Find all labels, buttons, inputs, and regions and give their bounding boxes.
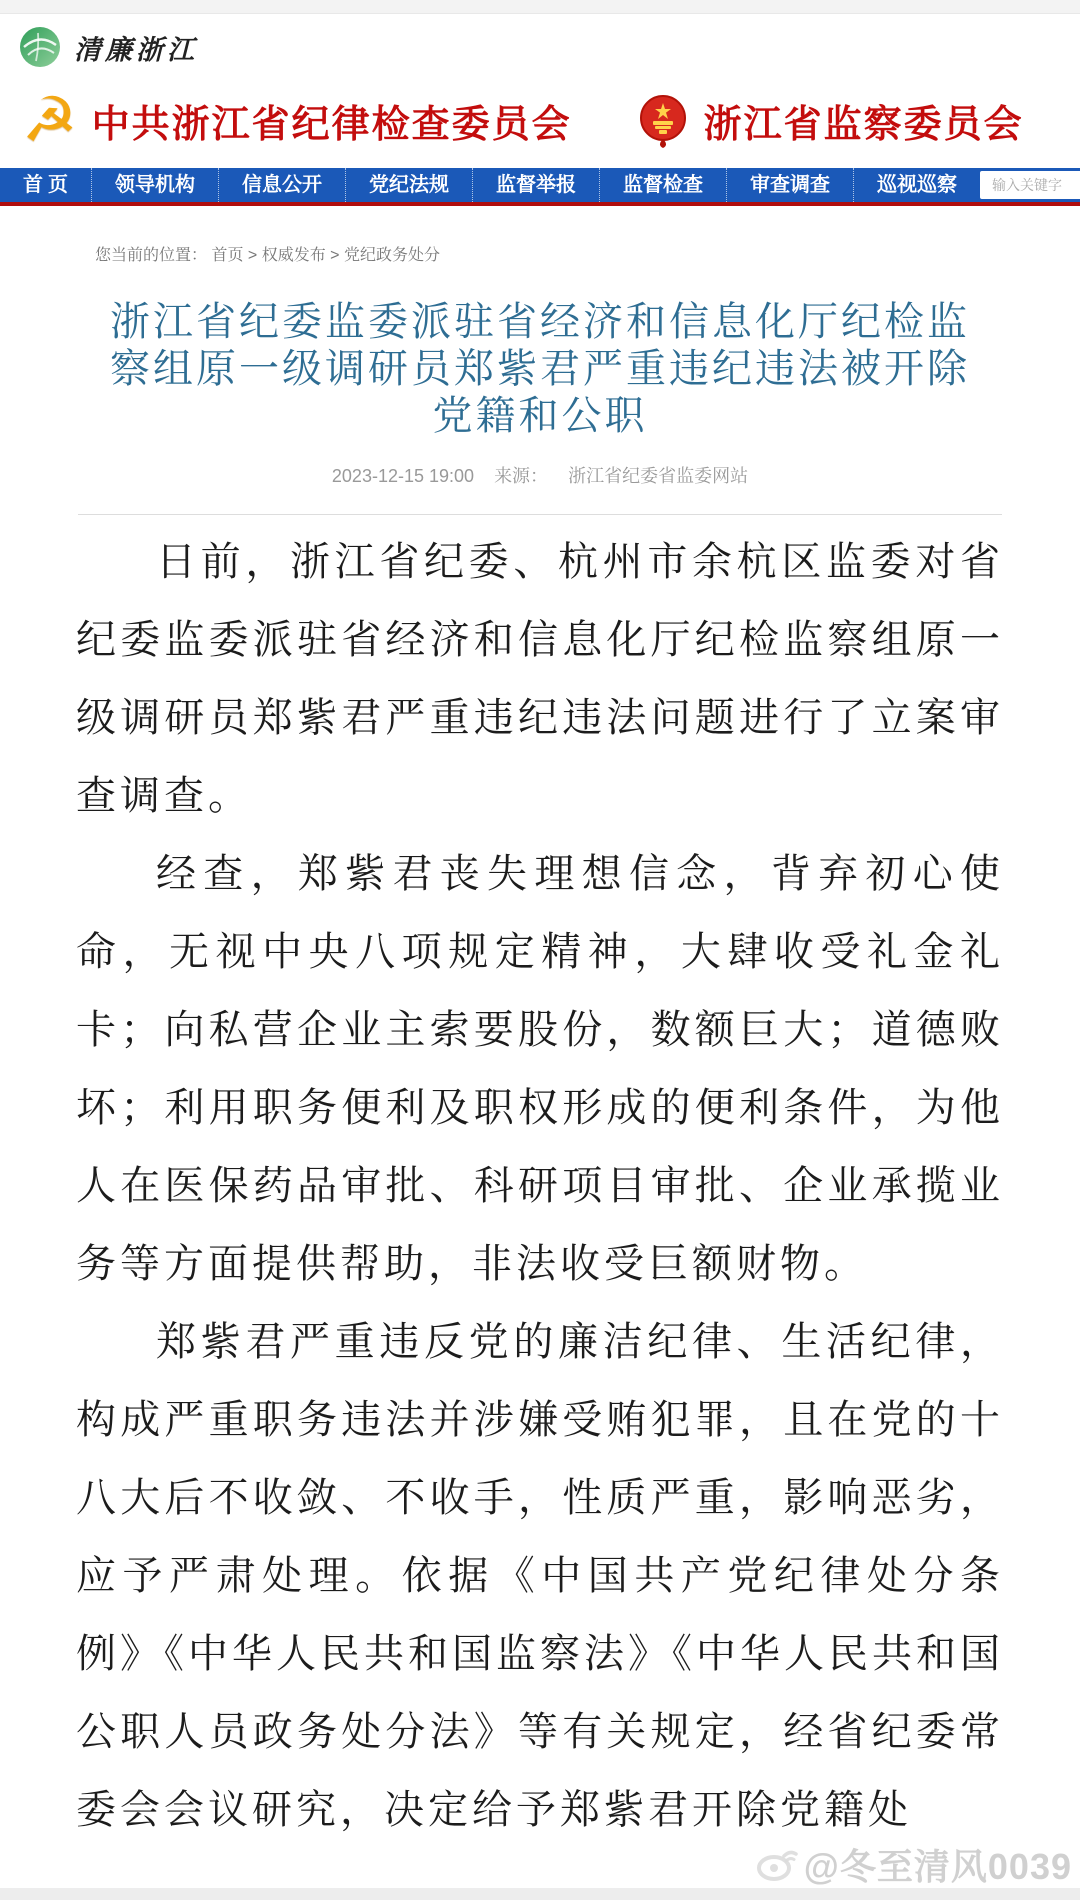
- article-meta: [0, 462, 1080, 488]
- article-paragraph: 郑紫君严重违反党的廉洁纪律、生活纪律，构成严重职务违法并涉嫌受贿犯罪，且在党的十八大后不收敛、不收手，性质严重，影响恶劣，应予严肃处理。依据《中国共产党纪律处分条例》《中华人民共和国监察法》《中华人民共和国公职人员政务处分法》等有关规定，经省纪委常委会会议研究，决定给予郑紫君开除党籍处: [76, 1320, 1004, 1832]
- breadcrumb-path[interactable]: 首页 > 权威发布 > 党纪政务处分: [211, 247, 440, 264]
- meta-divider: [78, 514, 1002, 515]
- source-label: 来源：: [494, 466, 549, 486]
- nav-list: [0, 168, 980, 202]
- nav-item[interactable]: 监督举报: [472, 168, 599, 202]
- weibo-eye-icon: [754, 1848, 798, 1882]
- qinglian-zhejiang-logo-icon: [18, 25, 62, 69]
- article-paragraph: 日前，浙江省纪委、杭州市余杭区监委对省纪委监委派驻省经济和信息化厅纪检监察组原一级调研员郑紫君严重违纪违法问题进行了立案审查调查。: [76, 540, 1004, 818]
- nav-item[interactable]: 首 页: [23, 174, 68, 196]
- article-paragraph: 经查，郑紫君丧失理想信念，背弃初心使命，无视中央八项规定精神，大肆收受礼金礼卡；向私营企业主索要股份，数额巨大；道德败坏；利用职务便利及职权形成的便利条件，为他人在医保药品审批、科研项目审批、企业承揽业务等方面提供帮助，非法收受巨额财物。: [76, 852, 1004, 1286]
- nav-item[interactable]: 党纪法规: [345, 168, 472, 202]
- article-title: 浙江省纪委监委派驻省经济和信息化厅纪检监察组原一级调研员郑紫君严重违纪违法被开除党籍和公职: [110, 300, 970, 438]
- breadcrumb: [95, 242, 1080, 265]
- org-supervisory-commission: [634, 91, 1024, 149]
- publish-datetime: 2023-12-15 19:00: [331, 466, 475, 486]
- party-emblem-icon: ☭: [22, 83, 78, 156]
- article-body: [76, 523, 1004, 1849]
- org-discipline-commission: [22, 83, 572, 156]
- nav-item[interactable]: 监督检查: [599, 168, 726, 202]
- main-nav: [0, 168, 1080, 206]
- search-input[interactable]: [990, 176, 1080, 194]
- breadcrumb-label: 您当前的位置：: [95, 247, 208, 264]
- nav-item[interactable]: 巡视巡察: [853, 168, 980, 202]
- top-strip: [0, 0, 1080, 14]
- nav-item[interactable]: 信息公开: [218, 168, 345, 202]
- nav-item[interactable]: 审查调查: [726, 168, 853, 202]
- source-name: 浙江省纪委省监委网站: [568, 466, 749, 486]
- national-emblem-icon: [634, 91, 692, 149]
- brand-row: [0, 14, 1080, 76]
- nav-item[interactable]: 领导机构: [91, 168, 218, 202]
- bottom-strip: [0, 1888, 1080, 1900]
- weibo-watermark: [754, 1839, 1072, 1890]
- watermark-handle: @冬至清风0039: [803, 1846, 1072, 1887]
- search-box[interactable]: [980, 171, 1080, 199]
- org1-title: 中共浙江省纪律检查委员会: [91, 103, 572, 146]
- brand-text: 清廉浙江: [74, 34, 198, 65]
- org2-title: 浙江省监察委员会: [703, 103, 1024, 146]
- site-header: [0, 76, 1080, 168]
